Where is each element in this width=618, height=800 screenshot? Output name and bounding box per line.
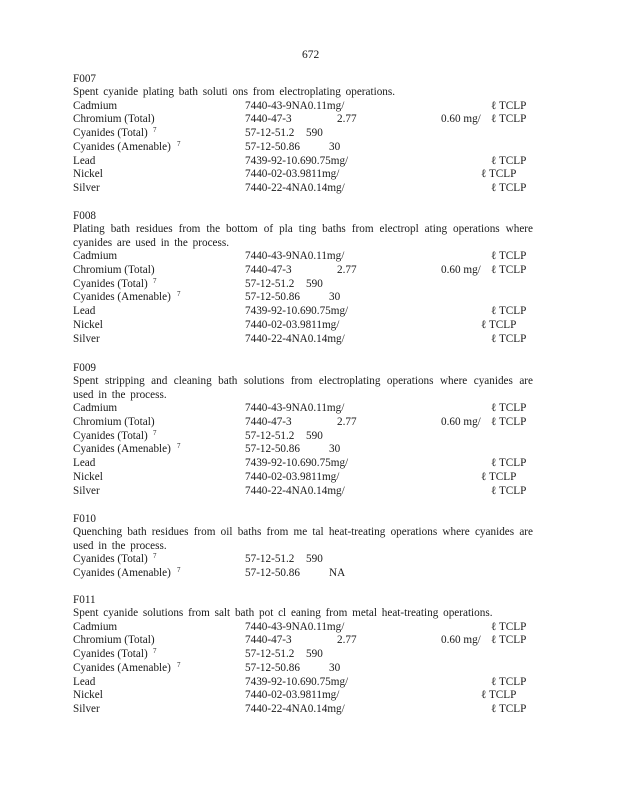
waste-description: Quenching bath residues from oil baths from me tal heat-treating operations where cyanides are used in the process. bbox=[73, 526, 533, 552]
concentration-value: 590 bbox=[306, 648, 323, 661]
constituent-row bbox=[73, 648, 533, 662]
constituent-row bbox=[73, 319, 533, 333]
constituent-name: Silver bbox=[73, 182, 100, 195]
constituent-name: Cadmium bbox=[73, 250, 118, 262]
concentration-value: 2.77 bbox=[337, 634, 357, 647]
cas-number: 7440-47-3 bbox=[245, 113, 292, 126]
tclp-unit: ℓ TCLP bbox=[481, 470, 517, 483]
constituent-name: Silver bbox=[73, 332, 100, 345]
cas-number: 7440-47-3 bbox=[245, 263, 292, 276]
cas-number: 57-12-50.86 bbox=[245, 291, 300, 304]
constituent-row bbox=[73, 402, 533, 416]
waste-code: F010 bbox=[73, 513, 97, 525]
constituent-name: Cadmium bbox=[73, 402, 118, 414]
constituent-row bbox=[73, 113, 533, 127]
tclp-unit: ℓ TCLP bbox=[491, 634, 527, 647]
tclp-unit: ℓ TCLP bbox=[481, 689, 517, 702]
waste-code: F007 bbox=[73, 73, 97, 85]
waste-description: Spent cyanide solutions from salt bath pot cl eaning from metal heat-treating operations. bbox=[73, 607, 493, 619]
cas-number: 57-12-51.2 bbox=[245, 277, 295, 290]
cas-number: 57-12-51.2 bbox=[245, 429, 295, 442]
cas-number: 7440-02-03.9811mg/ bbox=[245, 168, 340, 181]
waste-section-f010 bbox=[73, 513, 533, 581]
constituent-row bbox=[73, 676, 533, 690]
constituent-name: Cyanides (Amenable) bbox=[73, 566, 171, 579]
constituent-name: Cyanides (Amenable) bbox=[73, 140, 171, 153]
constituent-row bbox=[73, 621, 533, 635]
footnote-marker: 7 bbox=[177, 290, 181, 299]
concentration-value: 30 bbox=[329, 661, 341, 674]
cas-number: 7439-92-10.690.75mg/ bbox=[245, 675, 349, 688]
constituent-row bbox=[73, 141, 533, 155]
constituent-row bbox=[73, 703, 533, 717]
cas-number: 7440-43-9NA0.11mg/ bbox=[245, 402, 345, 414]
constituent-name: Cadmium bbox=[73, 620, 118, 633]
cas-number: 7440-43-9NA0.11mg/ bbox=[245, 99, 345, 112]
waste-code: F011 bbox=[73, 594, 96, 606]
constituent-name: Cyanides (Total) bbox=[73, 429, 148, 442]
tclp-unit: ℓ TCLP bbox=[491, 620, 527, 633]
tclp-value: 0.60 mg/ bbox=[441, 113, 481, 126]
footnote-marker: 7 bbox=[177, 139, 181, 148]
cas-number: 7440-47-3 bbox=[245, 415, 292, 428]
waste-description: Spent cyanide plating bath soluti ons from electroplating operations. bbox=[73, 86, 396, 98]
concentration-value: 590 bbox=[306, 429, 323, 442]
constituent-row bbox=[73, 443, 533, 457]
constituent-row bbox=[73, 182, 533, 196]
constituent-name: Chromium (Total) bbox=[73, 113, 155, 126]
footnote-marker: 7 bbox=[153, 126, 157, 135]
constituent-name: Chromium (Total) bbox=[73, 263, 155, 276]
constituent-row bbox=[73, 416, 533, 430]
cas-number: 57-12-50.86 bbox=[245, 140, 300, 153]
cas-number: 57-12-51.2 bbox=[245, 648, 295, 661]
constituent-row bbox=[73, 278, 533, 292]
cas-number: 57-12-50.86 bbox=[245, 566, 300, 579]
cas-number: 7440-22-4NA0.14mg/ bbox=[245, 182, 345, 195]
waste-description: Spent stripping and cleaning bath solutions from electroplating operations where cyanides are used in the process. bbox=[73, 375, 533, 401]
concentration-value: 2.77 bbox=[337, 113, 357, 126]
constituent-row bbox=[73, 689, 533, 703]
concentration-value: 590 bbox=[306, 127, 323, 140]
constituent-name: Nickel bbox=[73, 689, 103, 702]
concentration-value: 30 bbox=[329, 443, 341, 456]
concentration-value: 2.77 bbox=[337, 415, 357, 428]
constituent-row bbox=[73, 100, 533, 114]
constituent-name: Lead bbox=[73, 154, 96, 167]
cas-number: 57-12-50.86 bbox=[245, 661, 300, 674]
tclp-unit: ℓ TCLP bbox=[491, 305, 527, 318]
constituent-name: Lead bbox=[73, 457, 96, 470]
constituent-name: Nickel bbox=[73, 470, 103, 483]
tclp-unit: ℓ TCLP bbox=[491, 99, 527, 112]
tclp-unit: ℓ TCLP bbox=[491, 154, 527, 167]
cas-number: 7440-02-03.9811mg/ bbox=[245, 318, 340, 331]
concentration-value: 30 bbox=[329, 140, 341, 153]
footnote-marker: 7 bbox=[177, 442, 181, 451]
footnote-marker: 7 bbox=[153, 647, 157, 656]
waste-section-f009 bbox=[73, 362, 533, 499]
cas-number: 7440-02-03.9811mg/ bbox=[245, 689, 340, 702]
tclp-unit: ℓ TCLP bbox=[491, 402, 527, 414]
constituent-row bbox=[73, 662, 533, 676]
tclp-unit: ℓ TCLP bbox=[491, 113, 527, 126]
footnote-marker: 7 bbox=[153, 276, 157, 285]
tclp-unit: ℓ TCLP bbox=[491, 263, 527, 276]
waste-section-f011 bbox=[73, 594, 533, 717]
constituent-row bbox=[73, 264, 533, 278]
tclp-unit: ℓ TCLP bbox=[481, 318, 517, 331]
tclp-unit: ℓ TCLP bbox=[481, 168, 517, 181]
constituent-row bbox=[73, 127, 533, 141]
cas-number: 7439-92-10.690.75mg/ bbox=[245, 154, 349, 167]
constituent-name: Silver bbox=[73, 703, 100, 716]
cas-number: 7440-22-4NA0.14mg/ bbox=[245, 332, 345, 345]
cas-number: 7439-92-10.690.75mg/ bbox=[245, 305, 349, 318]
constituent-name: Cyanides (Amenable) bbox=[73, 291, 171, 304]
constituent-row bbox=[73, 634, 533, 648]
constituent-row bbox=[73, 471, 533, 485]
cas-number: 7440-47-3 bbox=[245, 634, 292, 647]
concentration-value: 30 bbox=[329, 291, 341, 304]
constituent-row bbox=[73, 457, 533, 471]
constituent-name: Nickel bbox=[73, 318, 103, 331]
waste-code: F009 bbox=[73, 362, 97, 374]
constituent-row bbox=[73, 430, 533, 444]
tclp-unit: ℓ TCLP bbox=[491, 457, 527, 470]
tclp-unit: ℓ TCLP bbox=[491, 703, 527, 716]
concentration-value: 2.77 bbox=[337, 263, 357, 276]
constituent-row bbox=[73, 291, 533, 305]
constituent-row bbox=[73, 305, 533, 319]
cas-number: 7440-22-4NA0.14mg/ bbox=[245, 703, 345, 716]
waste-section-f007 bbox=[73, 73, 533, 196]
cas-number: 57-12-51.2 bbox=[245, 127, 295, 140]
constituent-name: Lead bbox=[73, 675, 96, 688]
constituent-name: Cyanides (Total) bbox=[73, 553, 148, 565]
cas-number: 7440-22-4NA0.14mg/ bbox=[245, 484, 345, 497]
constituent-name: Chromium (Total) bbox=[73, 634, 155, 647]
cas-number: 7440-43-9NA0.11mg/ bbox=[245, 250, 345, 262]
constituent-name: Cyanides (Total) bbox=[73, 277, 148, 290]
tclp-unit: ℓ TCLP bbox=[491, 332, 527, 345]
footnote-marker: 7 bbox=[153, 552, 157, 560]
footnote-marker: 7 bbox=[177, 660, 181, 669]
tclp-value: 0.60 mg/ bbox=[441, 263, 481, 276]
footnote-marker: 7 bbox=[153, 428, 157, 437]
cas-number: 57-12-51.2 bbox=[245, 553, 295, 565]
constituent-row bbox=[73, 155, 533, 169]
tclp-unit: ℓ TCLP bbox=[491, 484, 527, 497]
constituent-name: Lead bbox=[73, 305, 96, 318]
concentration-value: 590 bbox=[306, 277, 323, 290]
constituent-row bbox=[73, 333, 533, 347]
tclp-value: 0.60 mg/ bbox=[441, 415, 481, 428]
constituent-name: Chromium (Total) bbox=[73, 415, 155, 428]
cas-number: 7440-43-9NA0.11mg/ bbox=[245, 620, 345, 633]
concentration-value: 590 bbox=[306, 553, 323, 565]
constituent-name: Cyanides (Amenable) bbox=[73, 661, 171, 674]
constituent-row bbox=[73, 485, 533, 499]
cas-number: 57-12-50.86 bbox=[245, 443, 300, 456]
concentration-value: NA bbox=[329, 566, 346, 579]
constituent-row bbox=[73, 168, 533, 182]
constituent-row bbox=[73, 553, 533, 567]
tclp-unit: ℓ TCLP bbox=[491, 250, 527, 262]
footnote-marker: 7 bbox=[177, 565, 181, 574]
cas-number: 7440-02-03.9811mg/ bbox=[245, 470, 340, 483]
tclp-unit: ℓ TCLP bbox=[491, 182, 527, 195]
tclp-value: 0.60 mg/ bbox=[441, 634, 481, 647]
constituent-name: Cyanides (Total) bbox=[73, 127, 148, 140]
tclp-unit: ℓ TCLP bbox=[491, 415, 527, 428]
constituent-name: Cyanides (Total) bbox=[73, 648, 148, 661]
waste-code: F008 bbox=[73, 210, 97, 222]
page-number: 672 bbox=[302, 49, 320, 61]
tclp-unit: ℓ TCLP bbox=[491, 675, 527, 688]
constituent-name: Cyanides (Amenable) bbox=[73, 443, 171, 456]
cas-number: 7439-92-10.690.75mg/ bbox=[245, 457, 349, 470]
constituent-name: Nickel bbox=[73, 168, 103, 181]
constituent-name: Silver bbox=[73, 484, 100, 497]
constituent-row bbox=[73, 250, 533, 264]
constituent-row bbox=[73, 567, 533, 581]
waste-section-f008 bbox=[73, 210, 533, 347]
waste-description: Plating bath residues from the bottom of pla ting baths from electropl ating operations where cyanides are used in the process. bbox=[73, 223, 533, 249]
constituent-name: Cadmium bbox=[73, 99, 118, 112]
